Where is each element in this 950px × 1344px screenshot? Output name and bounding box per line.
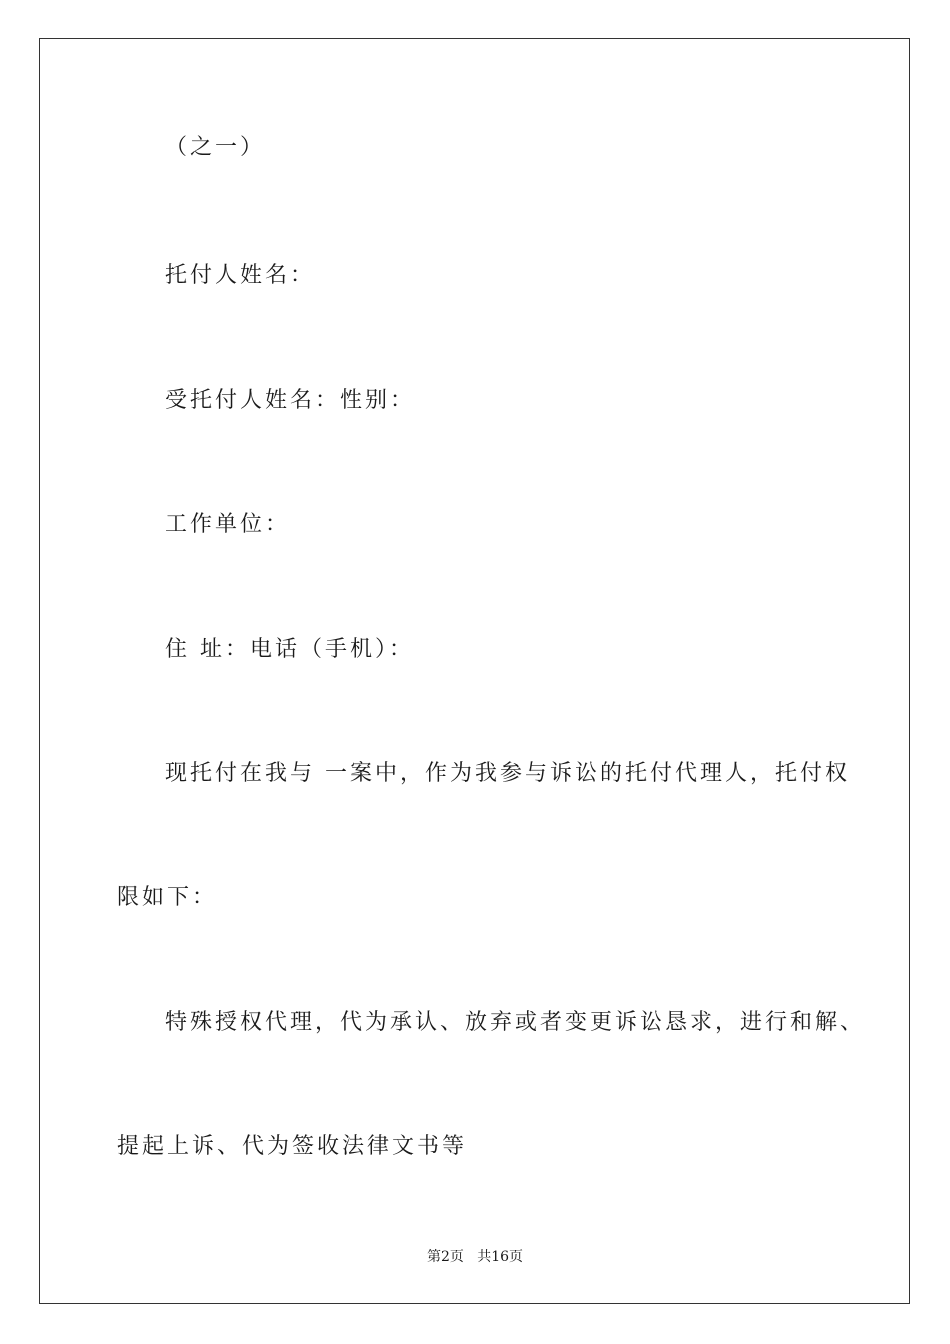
subtitle-line: （之一） [165,135,266,160]
work-unit-field: 工作单位： [165,512,291,537]
address-phone-field: 住 址：电话（手机）： [165,637,414,662]
mandate-paragraph-line-1: 现托付在我与 一案中，作为我参与诉讼的托付代理人，托付权 [165,761,850,786]
principal-name-field: 托付人姓名： [165,263,316,288]
mandate-paragraph-line-2: 限如下： [117,885,218,910]
page-number-footer: 第2页 共16页 [426,1249,524,1265]
agent-name-gender-field: 受托付人姓名：性别： [165,388,416,413]
authority-paragraph-line-2: 提起上诉、代为签收法律文书等 [117,1134,468,1159]
authority-paragraph-line-1: 特殊授权代理，代为承认、放弃或者变更诉讼恳求，进行和解、 [165,1010,866,1035]
page-border [39,38,910,1304]
